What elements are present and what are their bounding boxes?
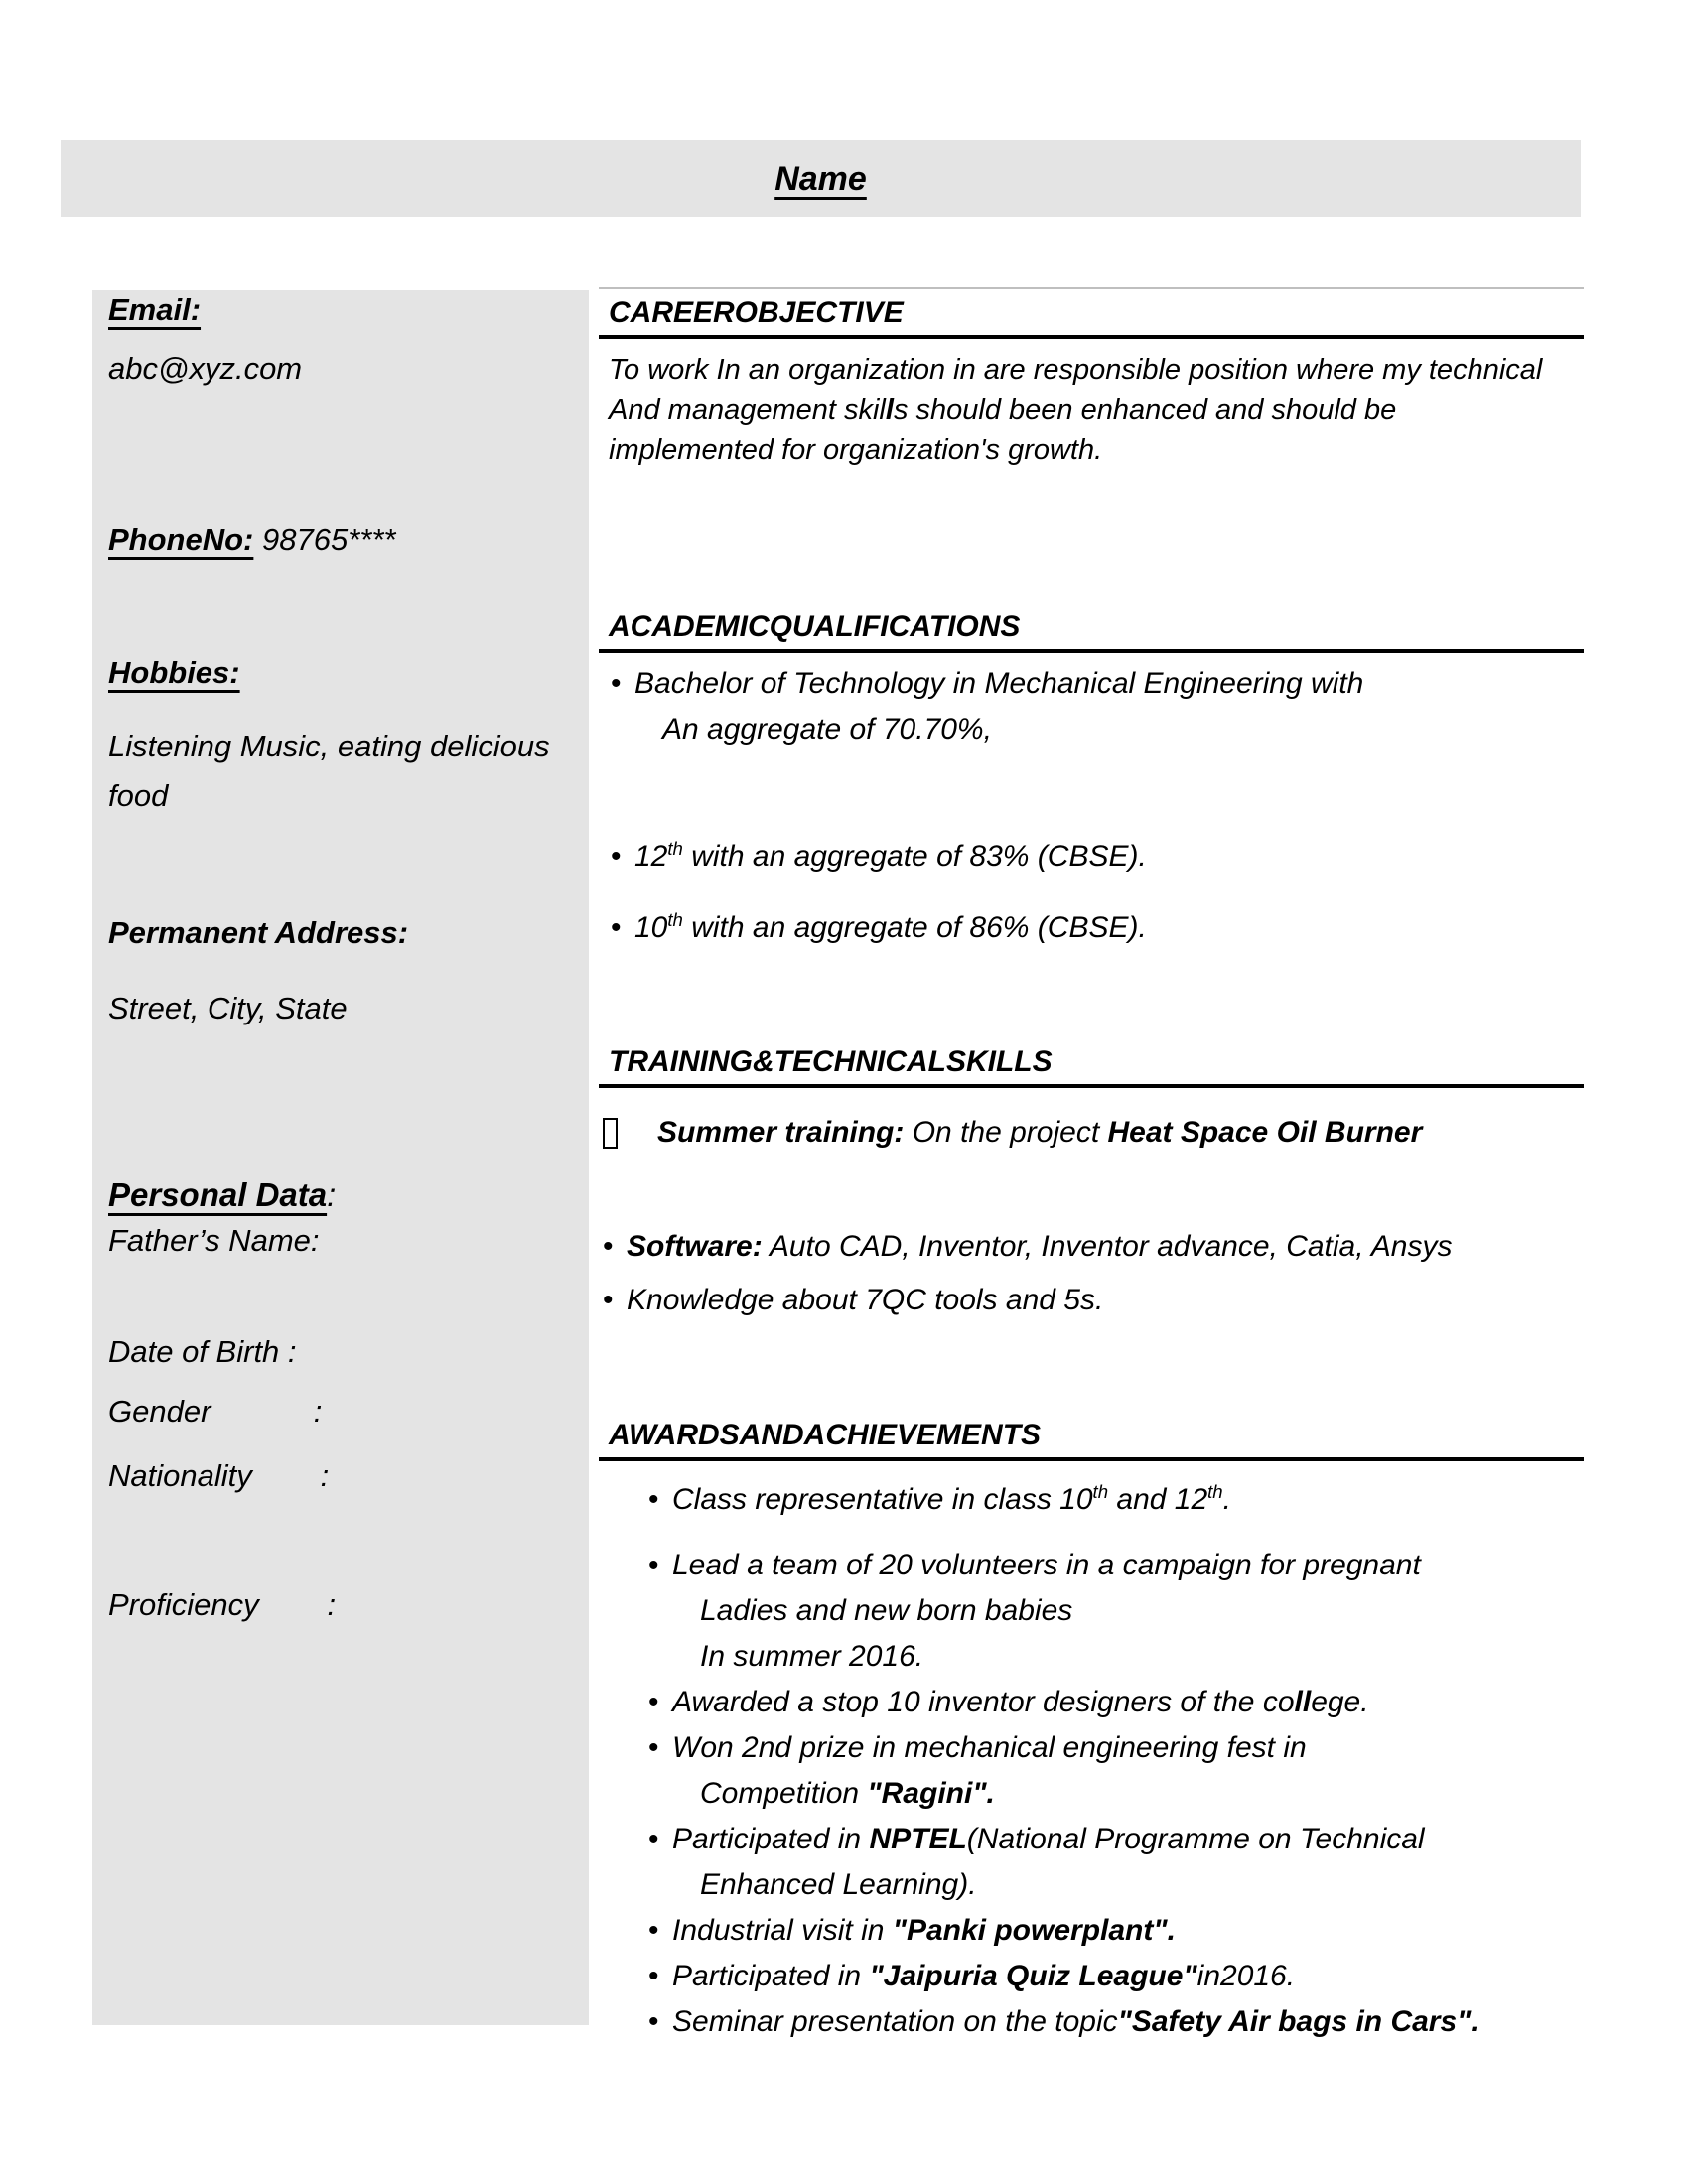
bullet-text: Knowledge about 7QC tools and 5s. [627, 1284, 1104, 1316]
dot-bullet-icon: • [611, 840, 622, 873]
bullet-text: Software: Auto CAD, Inventor, Inventor advance, Catia, Ansys [627, 1230, 1453, 1263]
dot-bullet-icon: • [603, 1284, 614, 1316]
bullet-text: Bachelor of Technology in Mechanical Engineering with [634, 667, 1364, 700]
bullet-item [648, 1817, 1584, 1908]
hobbies-value-line2: food [108, 778, 169, 813]
bullet-text: Seminar presentation on the topic"Safety Air bags in Cars". [672, 2005, 1479, 2038]
field-fathers-name: Father’s Name: [108, 1223, 320, 1258]
divider-thick [599, 335, 1584, 339]
career-objective-heading: CAREEROBJECTIVE [609, 296, 904, 329]
email-label: Email: [108, 292, 202, 327]
bullet-text: In summer 2016. [700, 1640, 924, 1673]
divider-thick [599, 1457, 1584, 1461]
dot-bullet-icon: • [648, 1549, 659, 1581]
bullet-text: Industrial visit in "Panki powerplant". [672, 1914, 1176, 1947]
dot-bullet-icon: • [603, 1230, 614, 1263]
dot-bullet-icon: • [648, 1914, 659, 1947]
divider-thick [599, 1084, 1584, 1088]
bullet-item [648, 1543, 1584, 1680]
academic-bullet-list [599, 661, 1584, 951]
bullet-item [648, 1725, 1584, 1817]
section-training-technical-skills [599, 1034, 1584, 1323]
phone-row [108, 522, 581, 558]
bullet-text: An aggregate of 70.70%, [662, 713, 992, 746]
bullet-text: Ladies and new born babies [700, 1594, 1073, 1627]
bullet-item [611, 834, 1584, 880]
paragraph-line: To work In an organization in are responsible position where my technical [609, 354, 1543, 386]
bullet-item [648, 1477, 1584, 1523]
bullet-text: Awarded a stop 10 inventor designers of the college. [672, 1686, 1369, 1718]
dot-bullet-icon: • [648, 1823, 659, 1855]
phone-value: 98765**** [253, 522, 396, 557]
field-nationality: Nationality : [108, 1458, 330, 1493]
bullet-item [603, 1278, 1584, 1323]
email-value: abc@xyz.com [108, 351, 303, 386]
bullet-text: Class representative in class 10th and 12th. [672, 1481, 1231, 1516]
bullet-item [611, 661, 1584, 752]
bullet-item [603, 1224, 1584, 1270]
bullet-item [603, 1110, 1584, 1162]
phone-label: PhoneNo: [108, 522, 254, 557]
career-objective-paragraph [599, 350, 1584, 470]
bullet-item [648, 1680, 1584, 1725]
dot-bullet-icon: • [611, 667, 622, 700]
divider-thick [599, 649, 1584, 653]
header-band [61, 140, 1581, 217]
bullet-item [648, 1999, 1584, 2045]
training-technical-skills-heading: TRAINING&TECHNICALSKILLS [609, 1045, 1053, 1078]
bullet-text: Enhanced Learning). [700, 1868, 977, 1901]
bullet-item [648, 1908, 1584, 1954]
bullet-text: Won 2nd prize in mechanical engineering fest in [672, 1731, 1307, 1764]
field-gender: Gender : [108, 1394, 323, 1429]
permanent-address-value: Street, City, State [108, 991, 348, 1025]
dot-bullet-icon: • [648, 2005, 659, 2038]
section-academic-qualifications [599, 600, 1584, 951]
dot-bullet-icon: • [648, 1731, 659, 1764]
divider-thin [599, 287, 1584, 289]
name-title: Name [774, 159, 867, 198]
section-awards-achievements [599, 1408, 1584, 2045]
hobbies-value-line1: Listening Music, eating delicious [108, 729, 550, 763]
academic-qualifications-heading: ACADEMICQUALIFICATIONS [609, 611, 1021, 643]
field-proficiency: Proficiency : [108, 1587, 337, 1622]
bullet-text: Participated in "Jaipuria Quiz League"in2016. [672, 1960, 1296, 1992]
bullet-text: 12th with an aggregate of 83% (CBSE). [634, 838, 1147, 873]
box-bullet-icon [603, 1110, 657, 1162]
bullet-text: Competition "Ragini". [700, 1777, 995, 1810]
hobbies-label: Hobbies: [108, 655, 240, 690]
paragraph-line: And management skills should been enhanced and should be [609, 394, 1397, 426]
bullet-item [648, 1954, 1584, 1999]
field-date-of-birth: Date of Birth : [108, 1334, 297, 1369]
section-career-objective [599, 268, 1584, 470]
dot-bullet-icon: • [648, 1483, 659, 1516]
personal-data-label: Personal Data: [108, 1176, 337, 1213]
dot-bullet-icon: • [648, 1686, 659, 1718]
dot-bullet-icon: • [611, 911, 622, 944]
bullet-text: Lead a team of 20 volunteers in a campaign for pregnant [672, 1549, 1421, 1581]
training-bullet-list [599, 1110, 1584, 1323]
bullet-item [611, 905, 1584, 951]
sidebar [92, 290, 589, 2025]
paragraph-line: implemented for organization's growth. [609, 434, 1103, 466]
bullet-text: Participated in NPTEL(National Programme on Technical [672, 1823, 1425, 1855]
awards-bullet-list [599, 1477, 1584, 2045]
bullet-text: Summer training: On the project Heat Space Oil Burner [657, 1116, 1423, 1149]
dot-bullet-icon: • [648, 1960, 659, 1992]
permanent-address-label: Permanent Address: [108, 915, 409, 950]
awards-achievements-heading: AWARDSANDACHIEVEMENTS [609, 1419, 1042, 1451]
bullet-text: 10th with an aggregate of 86% (CBSE). [634, 909, 1147, 944]
